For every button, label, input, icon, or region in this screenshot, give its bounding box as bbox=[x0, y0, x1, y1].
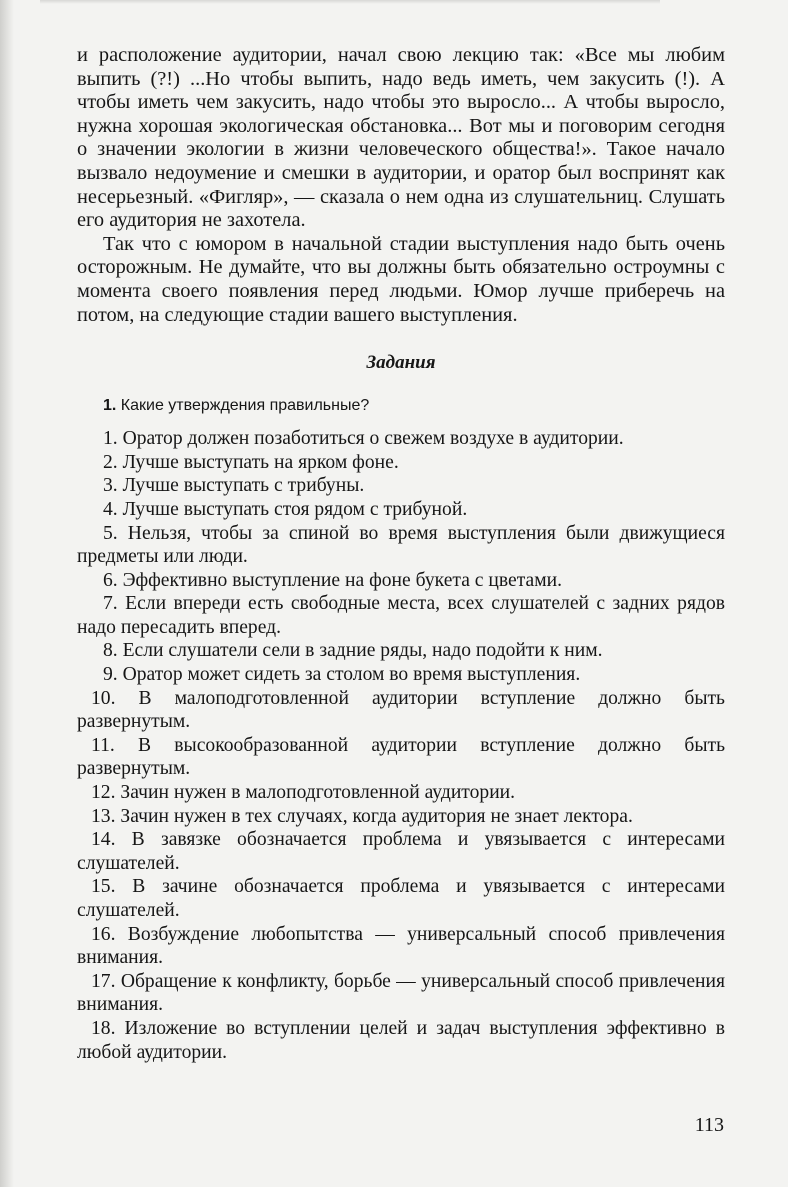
statement-item: 17. Обращение к конфликту, борьбе — универсальный способ привлечения внимания. bbox=[77, 970, 725, 1016]
question-number: 1. bbox=[103, 397, 117, 415]
statement-item: 13. Зачин нужен в тех случаях, когда аудитория не знает лектора. bbox=[91, 805, 633, 827]
statement-item: 2. Лучше выступать на ярком фоне. bbox=[103, 451, 399, 473]
statement-item: 4. Лучше выступать стоя рядом с трибуной. bbox=[103, 498, 468, 520]
statement-item: 11. В высокообразованной аудитории вступление должно быть развернутым. bbox=[77, 734, 725, 780]
statement-item: 5. Нельзя, чтобы за спиной во время выступления были движущиеся предметы или люди. bbox=[77, 522, 725, 568]
scan-edge-shadow bbox=[0, 0, 14, 1187]
scan-top-edge bbox=[40, 0, 660, 4]
statement-item: 14. В завязке обозначается проблема и увязывается с интересами слушателей. bbox=[77, 829, 725, 874]
page-number: 113 bbox=[694, 1114, 724, 1136]
statement-item: 9. Оратор может сидеть за столом во время выступления. bbox=[103, 664, 581, 686]
statement-item: 16. Возбуждение любопытства — универсальный способ привлечения внимания. bbox=[77, 923, 725, 969]
statement-list bbox=[77, 427, 725, 1064]
body-paragraph-humor-advice: Так что с юмором в начальной стадии выступления надо быть очень осторожным. Не думайте, что вы должны быть обязательно остроумны с момента своего появления перед людьми. Юмор лучше приберечь на потом, на следующие стадии вашего выступления. bbox=[77, 232, 725, 326]
book-page bbox=[77, 44, 725, 1064]
statement-item: 8. Если слушатели сели в задние ряды, надо подойти к ним. bbox=[103, 640, 603, 662]
statement-item: 3. Лучше выступать с трибуны. bbox=[103, 475, 365, 497]
question-text: Какие утверждения правильные? bbox=[120, 397, 370, 415]
statement-item: 18. Изложение во вступлении целей и задач выступления эффективно в любой аудитории. bbox=[77, 1017, 725, 1063]
statement-item: 15. В зачине обозначается проблема и увязывается с интересами слушателей. bbox=[77, 876, 725, 921]
question-heading bbox=[103, 395, 725, 417]
statement-item: 12. Зачин нужен в малоподготовленной аудитории. bbox=[91, 782, 516, 804]
section-heading-tasks: Задания bbox=[366, 352, 436, 374]
body-paragraph-continuation: и расположение аудитории, начал свою лекцию так: «Все мы любим выпить (?!) ...Но чтобы выпить, надо ведь иметь, чем закусить (!). А чтобы иметь чем закусить, надо чтобы это выросло... А чтобы выросло, нужна хорошая экологическая обстановка... Вот мы и поговорим сегодня о значении экологии в жизни человеческого общества!». Такое начало вызвало недоумение и смешки в аудитории, и оратор был воспринят как несерьезный. «Фигляр», — сказала о нем одна из слушательниц. Слушать его аудитория не захотела. bbox=[77, 44, 725, 232]
statement-item: 10. В малоподготовленной аудитории вступление должно быть развернутым. bbox=[77, 687, 725, 733]
statement-item: 7. Если впереди есть свободные места, всех слушателей с задних рядов надо пересадить вперед. bbox=[77, 593, 725, 638]
statement-item: 6. Эффективно выступление на фоне букета с цветами. bbox=[103, 569, 562, 591]
statement-item: 1. Оратор должен позаботиться о свежем воздухе в аудитории. bbox=[103, 428, 624, 450]
